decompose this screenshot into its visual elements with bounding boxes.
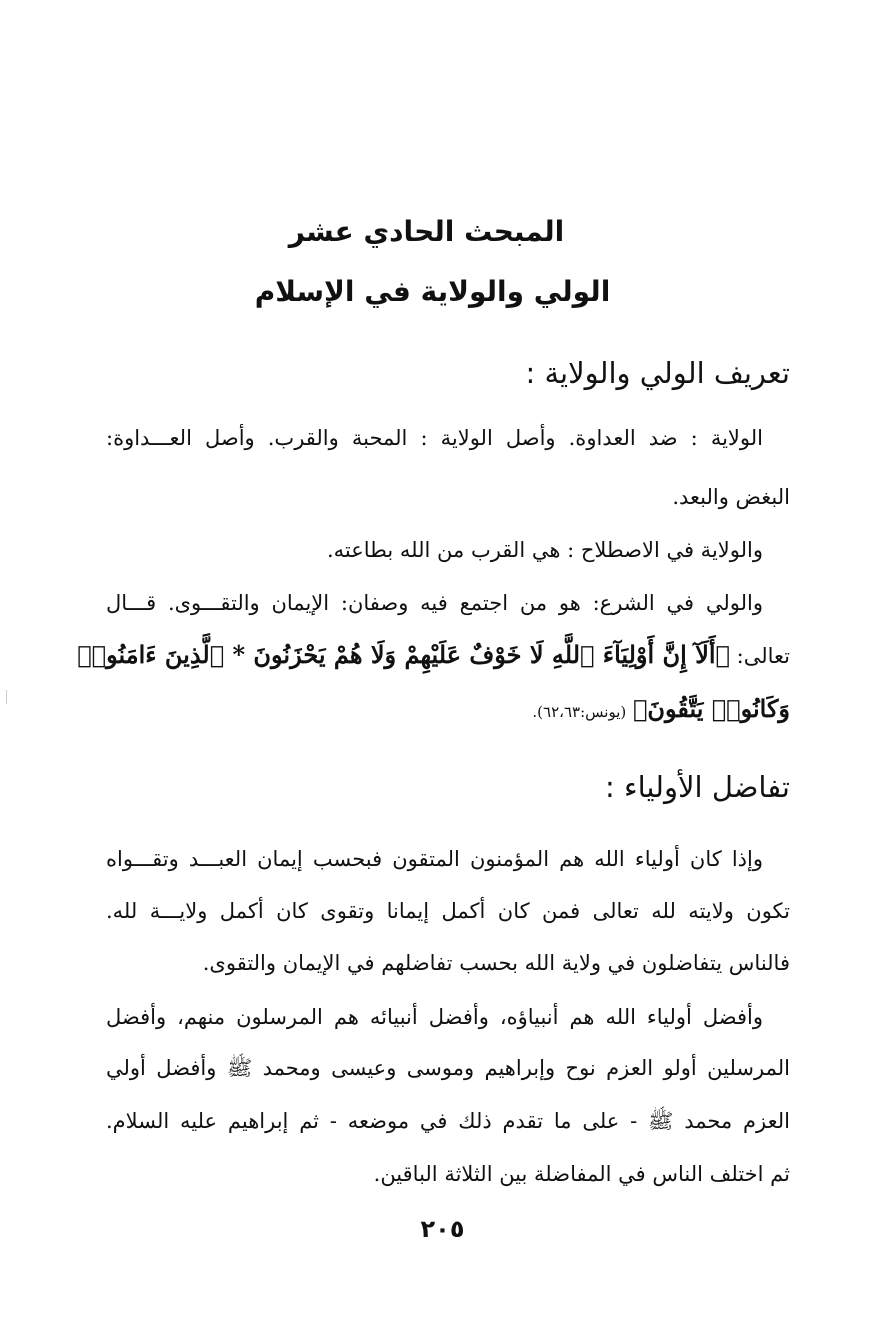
chapter-title: الولي والولاية في الإسلام (254, 275, 611, 308)
verse-line (77, 640, 790, 671)
paragraph-line: ثم اختلف الناس في المفاضلة بين الثلاثة الباقين. (373, 1162, 790, 1186)
paragraph-line: الولاية : ضد العداوة. وأصل الولاية : المحبة والقرب. وأصل العـــداوة: (106, 426, 763, 450)
chapter-number-title: المبحث الحادي عشر (288, 215, 565, 248)
quran-verse-end: وَكَانُوا۟ يَتَّقُونَ﴾ (632, 694, 790, 723)
verse-reference: (يونس:٦٢،٦٣). (532, 703, 627, 721)
page-number: ٢٠٥ (420, 1215, 465, 1243)
section-heading-ranking: تفاضل الأولياء : (604, 770, 790, 804)
verse-line (106, 694, 790, 727)
paragraph-line: العزم محمد ﷺ - على ما تقدم ذلك في موضعه - ثم إبراهيم عليه السلام. (106, 1109, 790, 1133)
paragraph-line: والولاية في الاصطلاح : هي القرب من الله بطاعته. (326, 538, 763, 562)
paragraph-line: البغض والبعد. (672, 485, 790, 509)
paragraph-line: والولي في الشرع: هو من اجتمع فيه وصفان: الإيمان والتقـــوى. قـــال (106, 591, 763, 615)
paragraph-line: المرسلين أولو العزم نوح وإبراهيم وموسى وعيسى ومحمد ﷺ وأفضل أولي (106, 1056, 790, 1080)
quran-verse: ﴿أَلَآ إِنَّ أَوْلِيَآءَ ٱللَّهِ لَا خَوْفٌ عَلَيْهِمْ وَلَا هُمْ يَحْزَنُونَ * ٱلَّذِينَ ءَامَنُوا۟ (77, 640, 730, 669)
paragraph-line: فالناس يتفاضلون في ولاية الله بحسب تفاضلهم في الإيمان والتقوى. (202, 951, 790, 975)
paragraph-line: وأفضل أولياء الله هم أنبياؤه، وأفضل أنبيائه هم المرسلون منهم، وأفضل (106, 1005, 763, 1029)
margin-mark (6, 690, 7, 704)
section-heading-definition: تعريف الولي والولاية : (525, 356, 790, 390)
paragraph-line: تكون ولايته لله تعالى فمن كان أكمل إيمانا وتقوى كان أكمل ولايـــة لله. (106, 899, 790, 923)
verse-intro: تعالى: (736, 644, 790, 668)
paragraph-line: وإذا كان أولياء الله هم المؤمنون المتقون فبحسب إيمان العبـــد وتقـــواه (106, 847, 763, 871)
